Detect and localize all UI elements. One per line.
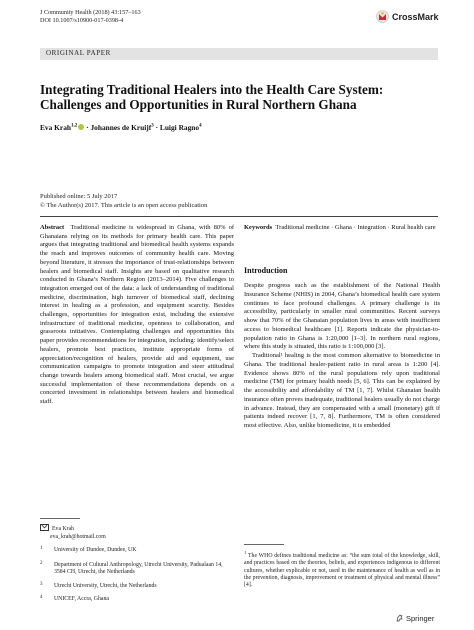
journal-header [40,9,141,25]
section-band [40,48,438,60]
section-label: ORIGINAL PAPER [46,49,111,57]
correspondence [40,523,106,541]
journal-citation: J Community Health (2018) 43:157–163 [40,9,141,16]
affiliation-3 [40,583,230,590]
footnote-rule [244,544,284,545]
footnote [244,549,440,589]
keywords [244,224,440,233]
author-2[interactable]: Johannes de Kruijf [90,123,152,132]
author-1[interactable]: Eva Krah [40,123,72,132]
affiliation-2 [40,562,230,577]
divider [40,216,438,217]
keywords-label: Keywords [244,224,273,231]
author-separator: · [84,123,91,132]
springer-horse-icon [396,614,404,622]
abstract [40,224,234,407]
author-1-affil: 1,2 [71,123,78,129]
author-2-affil: 3 [151,123,154,129]
paragraph: Traditional¹ healing is the most common alternative to biomedicine in Ghana. The traditional healer-patient ratio in rural areas is 1:200 [4]. Evidence shows 80% of the rural populations rely upon traditional medicine (TM) for primary health needs [5, 6]. This can be explained by the accessibility and affordability of TM [1, 7]. Whilst Ghanaian health insurance often proves inadequate, traditional healers usually do not charge in advance. Instead, they are compensated with a small (monetary) gift if patients indeed recover [1, 7, 8]. Furthermore, TM is often considered most effective. Also, unlike biomedicine, it is embedded [244,352,440,429]
section-heading-introduction: Introduction [244,266,288,275]
affiliation-1 [40,547,230,554]
paragraph: Despite progress such as the establishment of the National Health Insurance Scheme (NHIS) in 2004, Ghana’s biomedical health care system continues to face profound challenges. A primary challenge is its accessibility, particularly in smaller rural communities. Recent surveys show that 70% of the Ghanaian population lives in areas with insufficient access to biomedical healthcare [1]. Reports indicate the physician-to-population ratio in Ghana is 1:20,000 [1–3]. In northern rural regions, where this study is situated, this ratio is 1:100,000 [3]. [244,282,440,351]
keywords-text: Traditional medicine · Ghana · Integration · Rural health care [275,224,436,231]
publication-info [40,193,207,210]
author-3-affil: 4 [199,123,202,129]
author-list [40,123,202,132]
affiliation-text: UNICEF, Accra, Ghana [54,596,109,602]
affiliation-number: 3 [40,582,43,587]
paper-title: Integrating Traditional Healers into the Health Care System: Challenges and Opportunities in Rural Northern Ghana [40,82,384,112]
crossmark-badge[interactable] [376,10,438,26]
abstract-text: Traditional medicine is widespread in Ghana, with 80% of Ghanaians relying on its methods for primary health care. This paper argues that integrating traditional and biomedical health systems expands the reach and improves outcomes of community health care. Moving beyond literature, it stresses the importance of trust-relationships between healers and biomedical staff. Insights are based on qualitative research conducted in Ghana’s Northern Region (2013–2014). Five challenges to integration emerged out of the data: a lack of understanding of traditional medicine, discrimination, high turnover of biomedical staff, declining interest in healing as a profession, and equipment scarcity. Besides challenges, opportunities for integration exist, including the extensive infrastructure of traditional medicine, openness to collaboration, and grassroots initiatives. Contemplating challenges and opportunities this paper provides recommendations for integration, including: identify/select healers, promote best practices, institute appropriate forms of appreciation/recognition of healers, provide aid and equipment, use communication campaigns to promote integration and steer attitudinal change towards healers among biomedical staff. Most crucial, we argue successful implementation of these recommendations depends on a concerted investment in relationships between healers and biomedical staff. [40,224,234,406]
affiliation-4 [40,596,230,603]
corresponding-author: Eva Krah [52,526,75,532]
doi[interactable]: DOI 10.1007/s10900-017-0398-4 [40,17,124,24]
affiliation-number: 4 [40,595,43,600]
publisher-name: Springer [406,614,435,623]
footnote-rule [40,518,80,519]
author-separator: · [153,123,160,132]
affiliation-number: 2 [40,561,43,566]
envelope-icon [40,524,49,531]
author-3[interactable]: Luigi Ragno [159,123,200,132]
crossmark-label: CrossMark [392,12,439,22]
abstract-label: Abstract [40,224,65,231]
copyright-line: © The Author(s) 2017. This article is an open access publication [40,201,208,209]
publisher-logo [396,614,434,623]
footnote-number: 1 [244,550,247,555]
crossmark-icon [376,10,389,24]
affiliation-text: Utrecht University, Utrecht, the Netherlands [54,583,157,589]
affiliation-text: Department of Cultural Anthropology, Utrecht University, Padualaan 14, 3584 CH, Utrecht, the Netherlands [54,562,223,576]
published-date: Published online: 5 July 2017 [40,193,118,200]
affiliation-number: 1 [40,546,43,551]
correspondence-email[interactable]: eva_krah@hotmail.com [50,533,106,540]
affiliation-text: University of Dundee, Dundee, UK [54,547,137,553]
footnote-text: The WHO defines traditional medicine as: “the sum total of the knowledge, skill, and practices based on the theories, beliefs, and experiences indigenous to different cultures, whether explicable or not, used in the maintenance of health as well as in the prevention, diagnosis, improvement or treatment of physical and mental illness” [4]. [244,552,440,589]
introduction-body [244,282,440,431]
